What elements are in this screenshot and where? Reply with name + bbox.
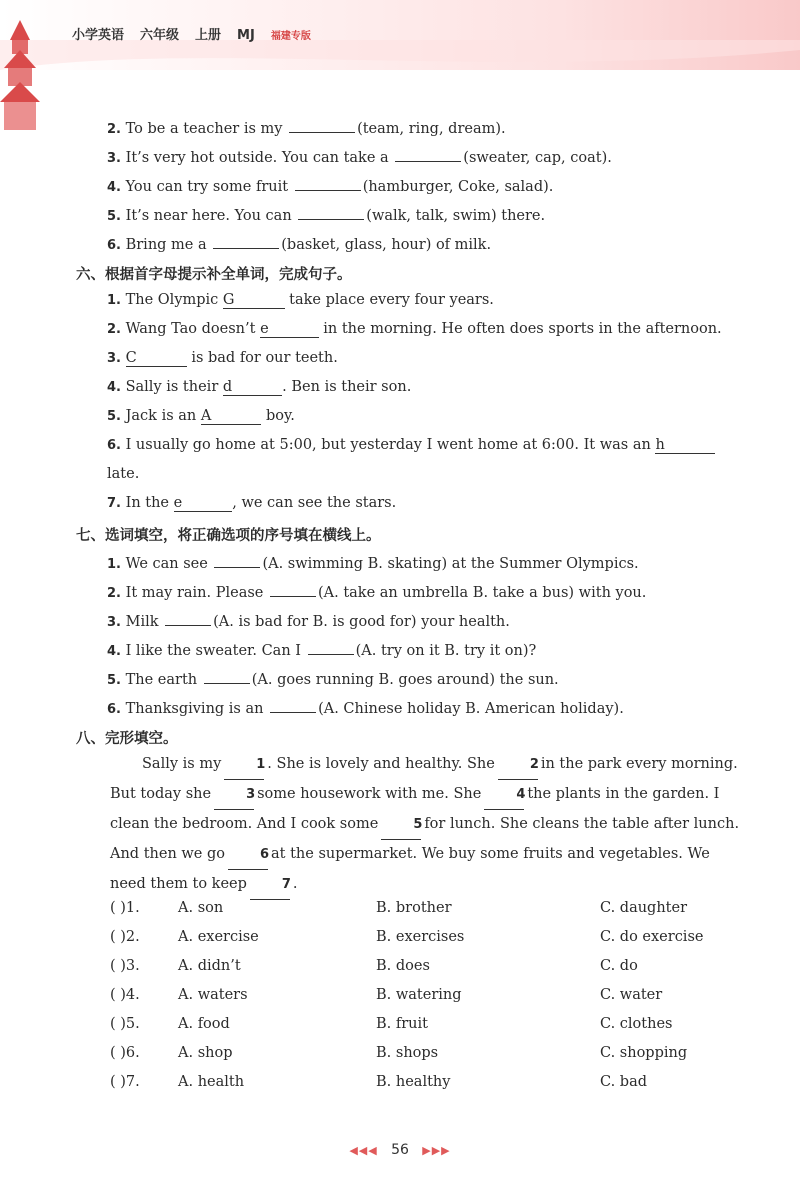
option-b[interactable]: B. fruit — [376, 1016, 428, 1032]
s6-item-1: 1. The Olympic G take place every four years. — [107, 292, 494, 308]
option-label[interactable]: ( )4. — [110, 987, 140, 1003]
s6-item-6: 6. I usually go home at 5:00, but yesterday I went home at 6:00. It was an h — [107, 437, 715, 453]
cloze-blank-5[interactable]: 5 — [381, 810, 421, 840]
letter-blank[interactable]: d — [223, 379, 282, 396]
option-a[interactable]: A. food — [178, 1016, 230, 1032]
s7-item-1: 1. We can see (A. swimming B. skating) at the Summer Olympics. — [107, 553, 639, 572]
cloze-option-row-7 — [110, 1074, 750, 1094]
letter-blank[interactable]: h — [655, 437, 714, 454]
next-arrows-icon: ▶▶▶ — [422, 1144, 451, 1157]
cloze-blank-6[interactable]: 6 — [228, 840, 268, 870]
answer-blank[interactable] — [308, 640, 354, 655]
option-a[interactable]: A. didn’t — [178, 958, 241, 974]
letter-blank[interactable]: e — [174, 495, 233, 512]
option-label[interactable]: ( )1. — [110, 900, 140, 916]
option-a[interactable]: A. waters — [178, 987, 248, 1003]
header-subject: 小学英语 — [72, 28, 125, 43]
cloze-blank-2[interactable]: 2 — [498, 750, 538, 780]
cloze-option-row-2 — [110, 929, 750, 949]
cloze-blank-7[interactable]: 7 — [250, 870, 290, 900]
answer-blank[interactable] — [270, 698, 316, 713]
option-c[interactable]: C. do exercise — [600, 929, 704, 945]
cloze-blank-4[interactable]: 4 — [484, 780, 524, 810]
section-7-title: 七、选词填空，将正确选项的序号填在横线上。 — [76, 528, 381, 544]
option-label[interactable]: ( )2. — [110, 929, 140, 945]
option-b[interactable]: B. exercises — [376, 929, 465, 945]
answer-blank[interactable] — [395, 147, 461, 162]
option-b[interactable]: B. watering — [376, 987, 462, 1003]
s5-item-5: 5. It’s near here. You can (walk, talk, swim) there. — [107, 205, 545, 224]
answer-blank[interactable] — [165, 611, 211, 626]
section-6-title: 六、根据首字母提示补全单词，完成句子。 — [76, 267, 352, 283]
s6-item-6-cont: late. — [107, 466, 140, 482]
option-a[interactable]: A. exercise — [178, 929, 259, 945]
answer-blank[interactable] — [270, 582, 316, 597]
option-b[interactable]: B. brother — [376, 900, 452, 916]
answer-blank[interactable] — [298, 205, 364, 220]
s5-item-3: 3. It’s very hot outside. You can take a (sweater, cap, coat). — [107, 147, 612, 166]
header-grade: 六年级 — [140, 28, 180, 43]
s7-item-4: 4. I like the sweater. Can I (A. try on it B. try it on)? — [107, 640, 536, 659]
option-c[interactable]: C. daughter — [600, 900, 688, 916]
s5-item-6: 6. Bring me a (basket, glass, hour) of milk. — [107, 234, 491, 253]
s5-item-2: 2. To be a teacher is my (team, ring, dream). — [107, 118, 506, 137]
cloze-passage: Sally is my 1 . She is lovely and healthy. She 2 in the park every morning. But today she 3 some housework with me. She 4 the plants in the garden. I clean the bedroom. And I cook some 5 for lunch. She cleans the table after lunch. And then we go 6 at the supermarket. We buy some fruits and vegetables. We need them to keep 7 . — [110, 750, 750, 900]
prev-arrows-icon: ◀◀◀ — [349, 1144, 378, 1157]
s6-item-2: 2. Wang Tao doesn’t e in the morning. He often does sports in the afternoon. — [107, 321, 722, 337]
option-label[interactable]: ( )6. — [110, 1045, 140, 1061]
option-a[interactable]: A. health — [178, 1074, 245, 1090]
letter-blank[interactable]: e — [260, 321, 319, 338]
cloze-blank-3[interactable]: 3 — [214, 780, 254, 810]
option-b[interactable]: B. does — [376, 958, 430, 974]
header-version: MJ — [237, 28, 255, 43]
cloze-option-row-5 — [110, 1016, 750, 1036]
cloze-option-row-3 — [110, 958, 750, 978]
section-8-title: 八、完形填空。 — [76, 731, 178, 747]
option-c[interactable]: C. clothes — [600, 1016, 673, 1032]
option-label[interactable]: ( )3. — [110, 958, 140, 974]
header-wave-decoration — [0, 40, 800, 80]
s7-item-5: 5. The earth (A. goes running B. goes around) the sun. — [107, 669, 559, 688]
answer-blank[interactable] — [295, 176, 361, 191]
s6-item-4: 4. Sally is their d . Ben is their son. — [107, 379, 412, 395]
cloze-option-row-1 — [110, 900, 750, 920]
option-b[interactable]: B. healthy — [376, 1074, 451, 1090]
cloze-blank-1[interactable]: 1 — [224, 750, 264, 780]
s5-item-4: 4. You can try some fruit (hamburger, Coke, salad). — [107, 176, 553, 195]
option-c[interactable]: C. bad — [600, 1074, 648, 1090]
s7-item-6: 6. Thanksgiving is an (A. Chinese holiday B. American holiday). — [107, 698, 624, 717]
s7-item-2: 2. It may rain. Please (A. take an umbrella B. take a bus) with you. — [107, 582, 646, 601]
option-label[interactable]: ( )5. — [110, 1016, 140, 1032]
option-a[interactable]: A. son — [178, 900, 224, 916]
answer-blank[interactable] — [213, 234, 279, 249]
letter-blank[interactable]: A — [201, 408, 261, 425]
header-volume: 上册 — [195, 28, 222, 43]
s6-item-3: 3. C is bad for our teeth. — [107, 350, 338, 366]
option-a[interactable]: A. shop — [178, 1045, 233, 1061]
pagoda-icon — [0, 20, 40, 130]
header-title — [72, 24, 311, 43]
option-c[interactable]: C. water — [600, 987, 663, 1003]
s7-item-3: 3. Milk (A. is bad for B. is good for) your health. — [107, 611, 510, 630]
cloze-option-row-6 — [110, 1045, 750, 1065]
answer-blank[interactable] — [214, 553, 260, 568]
page-footer — [0, 1142, 800, 1158]
letter-blank[interactable]: G — [223, 292, 285, 309]
answer-blank[interactable] — [289, 118, 355, 133]
cloze-option-row-4 — [110, 987, 750, 1007]
header-edition: 福建专版 — [270, 31, 311, 42]
option-label[interactable]: ( )7. — [110, 1074, 140, 1090]
letter-blank[interactable]: C — [126, 350, 187, 367]
option-c[interactable]: C. do — [600, 958, 638, 974]
answer-blank[interactable] — [204, 669, 250, 684]
option-b[interactable]: B. shops — [376, 1045, 439, 1061]
s6-item-5: 5. Jack is an A boy. — [107, 408, 295, 424]
s6-item-7: 7. In the e , we can see the stars. — [107, 495, 397, 511]
page-number: 56 — [391, 1142, 409, 1158]
option-c[interactable]: C. shopping — [600, 1045, 688, 1061]
